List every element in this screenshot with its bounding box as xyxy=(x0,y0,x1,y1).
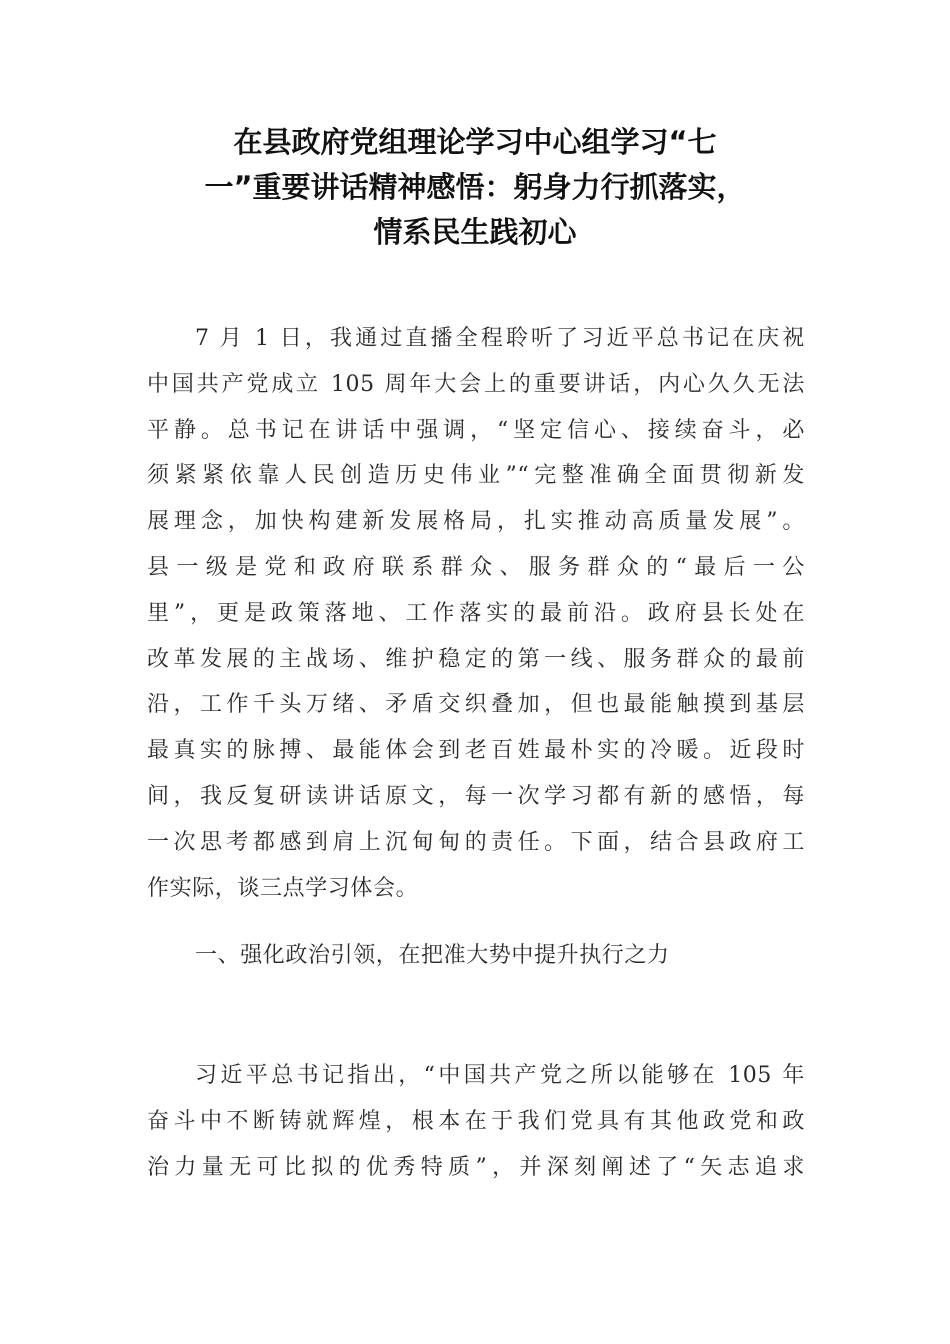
text-line: 须紧紧依靠人民创造历史伟业”“完整准确全面贯彻新发 xyxy=(147,463,805,489)
text-line: 作实际，谈三点学习体会。 xyxy=(147,875,419,901)
text-line: 展理念，加快构建新发展格局，扎实推动高质量发展”。 xyxy=(147,509,805,535)
title-line: 在县政府党组理论学习中心组学习“七 xyxy=(233,125,717,159)
paragraph-section-1 xyxy=(147,1053,805,1190)
title-line: 情系民生践初心 xyxy=(373,215,577,249)
text-line: 治力量无可比拟的优秀特质”，并深刻阐述了“矢志追求 xyxy=(147,1154,805,1180)
text-line: 一次思考都感到肩上沉甸甸的责任。下面，结合县政府工 xyxy=(147,829,805,855)
section-heading-1 xyxy=(147,933,805,979)
section-heading-text: 一、强化政治引领，在把准大势中提升执行之力 xyxy=(195,943,670,968)
text-line: 奋斗中不断铸就辉煌，根本在于我们党具有其他政党和政 xyxy=(147,1108,805,1134)
title-line: 一”重要讲话精神感悟：躬身力行抓落实， xyxy=(204,170,746,204)
text-line: 7 月 1 日，我通过直播全程聆听了习近平总书记在庆祝 xyxy=(195,326,805,351)
text-line: 沿，工作千头万绪、矛盾交织叠加，但也最能触摸到基层 xyxy=(147,692,805,718)
text-line: 里”，更是政策落地、工作落实的最前沿。政府县长处在 xyxy=(147,600,805,626)
text-line: 间，我反复研读讲话原文，每一次学习都有新的感悟，每 xyxy=(147,783,805,809)
text-line: 习近平总书记指出，“中国共产党之所以能够在 105 年 xyxy=(195,1063,805,1088)
text-line: 中国共产党成立 105 周年大会上的重要讲话，内心久久无法 xyxy=(147,371,805,397)
text-line: 最真实的脉搏、最能体会到老百姓最朴实的冷暖。近段时 xyxy=(147,738,805,764)
paragraph-intro xyxy=(147,316,805,911)
text-line: 平静。总书记在讲话中强调，“坚定信心、接续奋斗，必 xyxy=(147,417,805,443)
text-line: 改革发展的主战场、维护稳定的第一线、服务群众的最前 xyxy=(147,646,805,672)
document-title xyxy=(140,120,810,255)
text-line: 县一级是党和政府联系群众、服务群众的“最后一公 xyxy=(147,554,805,580)
